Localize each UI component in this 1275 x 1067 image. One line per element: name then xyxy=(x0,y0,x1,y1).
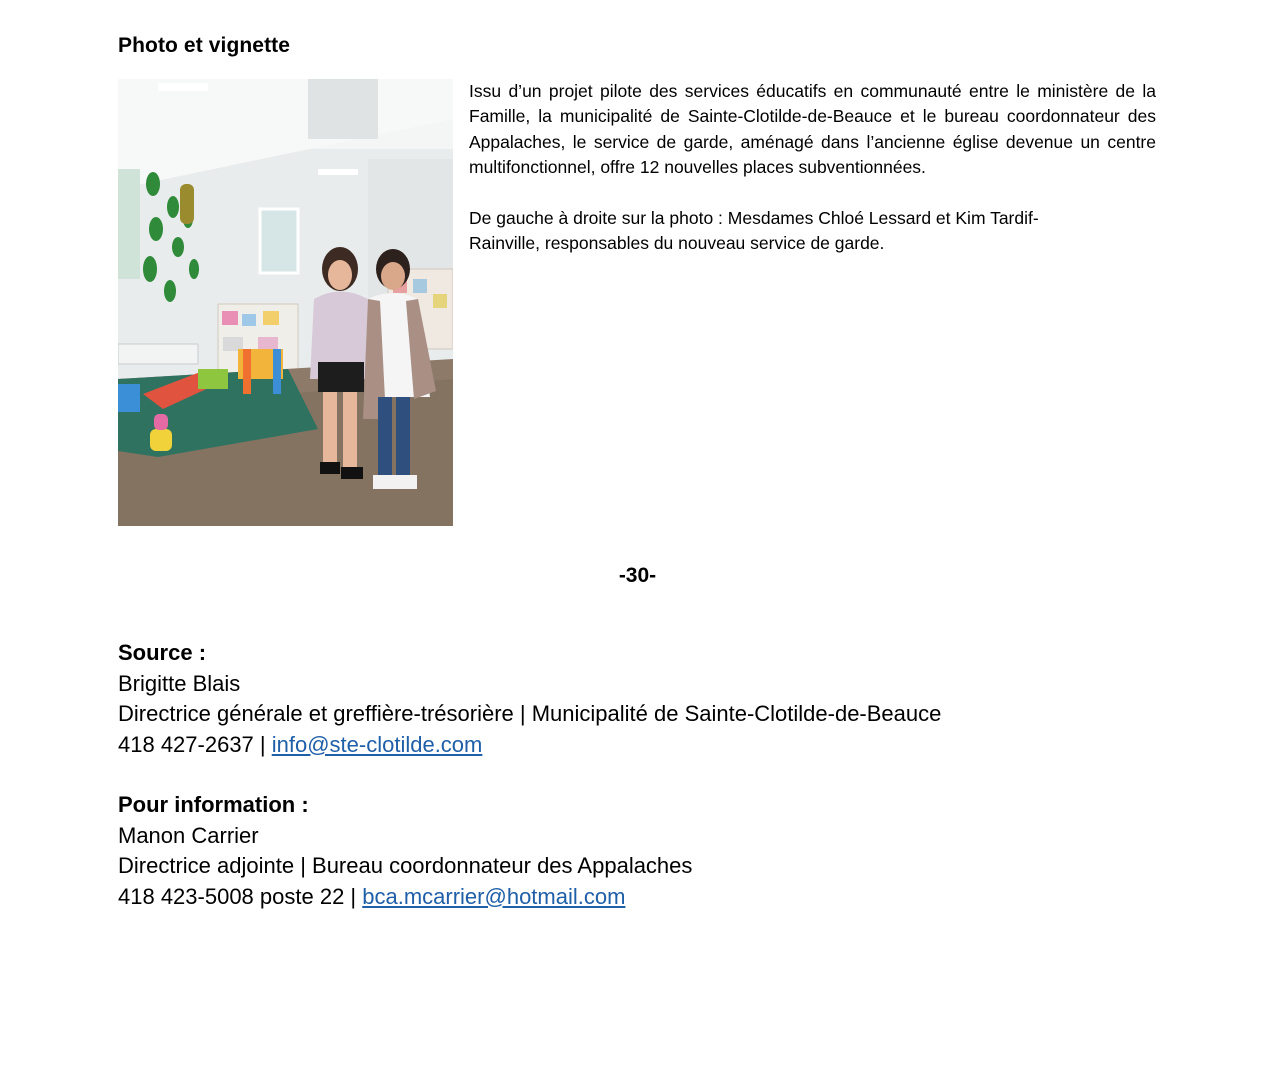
info-contact-block xyxy=(118,790,692,912)
source-name: Brigitte Blais xyxy=(118,670,241,696)
source-title: Directrice générale et greffière-trésorière | Municipalité de Sainte-Clotilde-de-Beauce xyxy=(118,701,942,726)
source-label: Source : xyxy=(118,640,207,665)
daycare-photo xyxy=(118,79,453,526)
source-contact-block xyxy=(118,638,941,760)
info-email-link[interactable]: bca.mcarrier@hotmail.com xyxy=(362,883,626,909)
source-phone: 418 427-2637 | xyxy=(118,731,272,757)
info-phone-line xyxy=(118,882,692,913)
info-label: Pour information : xyxy=(118,792,309,817)
caption-paragraph-2: De gauche à droite sur la photo : Mesdames Chloé Lessard et Kim Tardif-Rainville, responsables du nouveau service de garde. xyxy=(469,207,1039,254)
info-title: Directrice adjointe | Bureau coordonnateur des Appalaches xyxy=(118,853,693,878)
info-name: Manon Carrier xyxy=(118,822,259,848)
source-phone-line xyxy=(118,730,941,761)
info-phone: 418 423-5008 poste 22 | xyxy=(118,883,363,909)
photo-caption xyxy=(469,79,1156,256)
source-email-link[interactable]: info@ste-clotilde.com xyxy=(271,731,483,757)
section-title: Photo et vignette xyxy=(118,34,291,57)
end-mark: -30- xyxy=(618,564,657,587)
caption-paragraph-1: Issu d’un projet pilote des services éducatifs en communauté entre le ministère de la Famille, la municipalité de Sainte-Clotilde-de-Beauce et le bureau coordonnateur des Appalaches, le service de garde, aménagé dans l’ancienne église devenue un centre multifonctionnel, offre 12 nouvelles places subventionnées. xyxy=(469,81,1156,178)
